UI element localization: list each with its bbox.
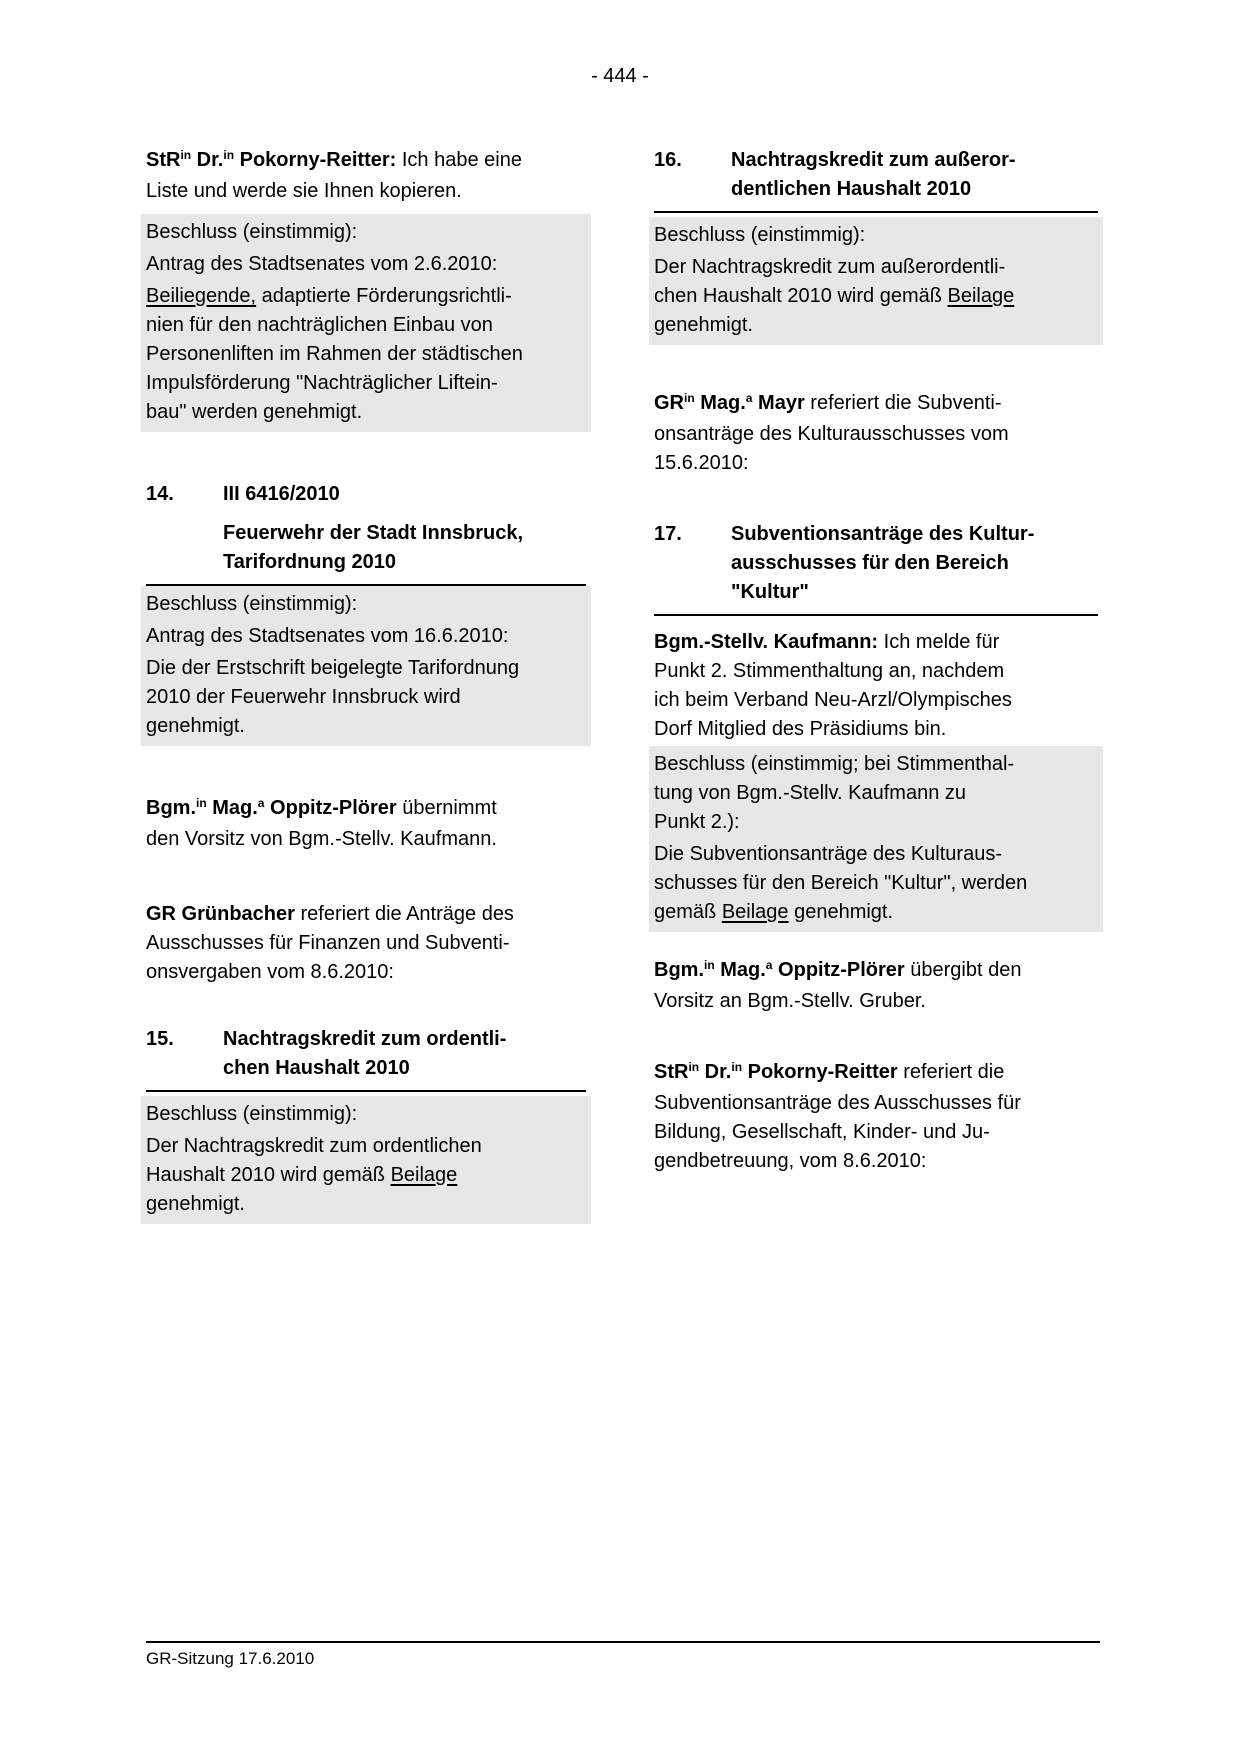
decision-label: Beschluss (einstimmig): [146, 593, 358, 615]
text-line: Haushalt 2010 wird gemäß Beilage [146, 1164, 458, 1186]
agenda-item-heading-15 [146, 1025, 586, 1092]
underlined-word: Beilage [721, 901, 789, 923]
paragraph-chair-handover-oppitz: Bgm.$^{in}$ Mag.$^a$ Oppitz-Plörer übernimmt den Vorsitz von Bgm.-Stellv. Kaufmann. [146, 794, 586, 854]
decision-block-kultur [649, 746, 1103, 932]
text-line: StR$^{in}$ Dr.$^{in}$ Pokorny-Reitter referiert die [654, 1060, 1005, 1083]
file-number: III 6416/2010 [223, 483, 340, 505]
superscript: in [196, 796, 207, 810]
text-line: gemäß Beilage genehmigt. [654, 901, 894, 923]
superscript: in [684, 391, 695, 405]
item-title: Nachtragskredit zum außeror- [731, 149, 1016, 171]
decision-block-lifts [141, 214, 591, 432]
decision-block-ausserordentlicher-haushalt [649, 217, 1103, 345]
decision-label: Beschluss (einstimmig; bei Stimmenthal- tung von Bgm.-Stellv. Kaufmann zu Punkt 2.): [654, 753, 1015, 833]
item-number: 14. [146, 483, 174, 505]
item-title: chen Haushalt 2010 [223, 1057, 410, 1079]
underlined-word: Beilage [947, 285, 1015, 307]
item-title: Nachtragskredit zum ordentli- [223, 1028, 507, 1050]
decision-text: Die der Erstschrift beigelegte Tarifordnung 2010 der Feuerwehr Innsbruck wird genehmigt. [146, 657, 520, 737]
decision-label: Beschluss (einstimmig): [146, 221, 358, 243]
decision-text: Die Subventionsanträge des Kulturaus- schusses für den Bereich "Kultur", werden gemäß Beilage genehmigt. [654, 840, 1098, 927]
item-number: 15. [146, 1028, 174, 1050]
text-line: Beiliegende, adaptierte Förderungsrichtli- [146, 285, 512, 307]
paragraph-kaufmann-abstention: Bgm.-Stellv. Kaufmann: Ich melde für Punkt 2. Stimmenthaltung an, nachdem ich beim Verband Neu-Arzl/Olympisches Dorf Mitglied des Präsidiums bin. [654, 628, 1098, 744]
paragraph-mayr-referiert: $GR^{in}$ Mag.$^a$ Mayr referiert die Subventi- onsanträge des Kulturausschusses vom 15.6.2010: [654, 389, 1098, 478]
superscript: a [745, 391, 753, 405]
underlined-word: Beiliegende, [146, 285, 257, 307]
paragraph-gruenbacher-referiert: GR Grünbacher referiert die Anträge des Ausschusses für Finanzen und Subventi- onsvergaben vom 8.6.2010: [146, 900, 586, 987]
motion-source: Antrag des Stadtsenates vom 16.6.2010: [146, 625, 509, 647]
text-line: chen Haushalt 2010 wird gemäß Beilage [654, 285, 1015, 307]
text-line: Bgm.$^{in}$ Mag.$^a$ Oppitz-Plörer übernimmt [146, 796, 497, 819]
superscript: in [731, 1060, 743, 1074]
superscript: in [180, 148, 192, 162]
superscript: a [765, 958, 773, 972]
column-left [146, 146, 586, 1224]
superscript: in [688, 1060, 700, 1074]
column-right [654, 146, 1098, 1176]
decision-label: Beschluss (einstimmig): [146, 1103, 358, 1125]
decision-label: Beschluss (einstimmig): [654, 224, 866, 246]
decision-block-tarifordnung [141, 586, 591, 746]
text-line: Liste und werde sie Ihnen kopieren. [146, 180, 462, 202]
text-line: Bgm.$^{in}$ Mag.$^a$ Oppitz-Plörer übergibt den [654, 958, 1022, 981]
superscript: in [704, 958, 715, 972]
decision-text: Der Nachtragskredit zum ordentlichen Haushalt 2010 wird gemäß Beilage genehmigt. [146, 1132, 586, 1219]
item-number: 16. [654, 149, 682, 171]
footer-rule [146, 1641, 1100, 1643]
agenda-item-heading-16 [654, 146, 1098, 213]
decision-block-ordentlicher-haushalt [141, 1096, 591, 1224]
paragraph-chair-handover-gruber: Bgm.$^{in}$ Mag.$^a$ Oppitz-Plörer übergibt den Vorsitz an Bgm.-Stellv. Gruber. [654, 956, 1098, 1016]
decision-text: Der Nachtragskredit zum außerordentli- chen Haushalt 2010 wird gemäß Beilage genehmigt. [654, 253, 1098, 340]
text-line: $GR^{in}$ Mag.$^a$ Mayr referiert die Subventi- [654, 391, 1002, 414]
item-title: Feuerwehr der Stadt Innsbruck, Tarifordnung 2010 [223, 522, 524, 573]
paragraph-pokorny-referiert: StR$^{in}$ Dr.$^{in}$ Pokorny-Reitter referiert die Subventionsanträge des Ausschusses für Bildung, Gesellschaft, Kinder- und Ju- gendbetreuung, vom 8.6.2010: [654, 1058, 1098, 1176]
paragraph-pokorny-copy-list [146, 146, 586, 206]
item-title: "Kultur" [731, 581, 809, 603]
superscript: in [223, 148, 235, 162]
item-title: dentlichen Haushalt 2010 [731, 178, 972, 200]
motion-source: Antrag des Stadtsenates vom 2.6.2010: [146, 253, 498, 275]
item-title: ausschusses für den Bereich [731, 552, 1009, 574]
superscript: a [257, 796, 265, 810]
text-line: StR$^{in}$ Dr.$^{in}$ Pokorny-Reitter: Ich habe eine [146, 148, 522, 171]
item-number: 17. [654, 523, 682, 545]
agenda-item-heading-14 [146, 480, 586, 586]
item-title: Subventionsanträge des Kultur- [731, 523, 1035, 545]
text-line: GR Grünbacher referiert die Anträge des [146, 903, 514, 925]
page-number: - 444 - [591, 65, 649, 87]
footer-text: GR-Sitzung 17.6.2010 [146, 1649, 315, 1668]
underlined-word: Beilage [390, 1164, 458, 1186]
agenda-item-heading-17 [654, 520, 1098, 616]
text-line: Bgm.-Stellv. Kaufmann: Ich melde für [654, 631, 1000, 653]
decision-text: Beiliegende, adaptierte Förderungsrichtli- nien für den nachträglichen Einbau von Personenliften im Rahmen der städtischen Impulsförderung "Nachträglicher Liftein- bau" werden genehmigt. [146, 282, 586, 427]
